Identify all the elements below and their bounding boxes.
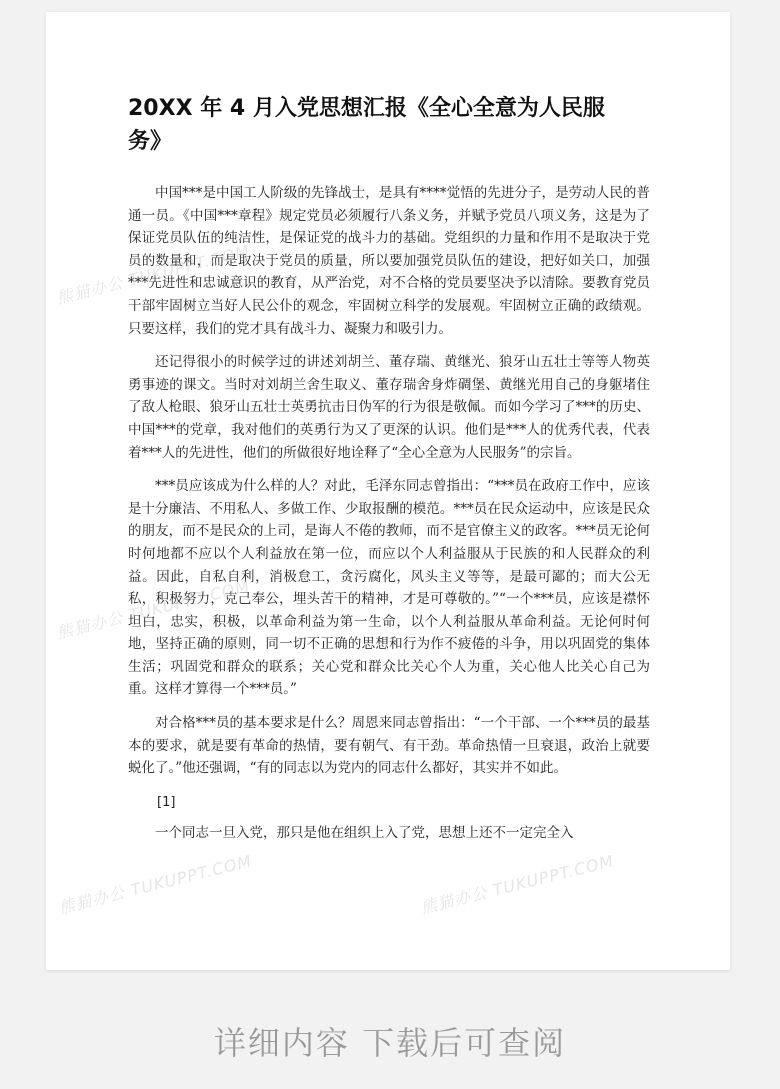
document-title: 20XX 年 4 月入党思想汇报《全心全意为人民服务》 [128,96,605,154]
watermark: 熊猫办公 TUKUPPT.COM [54,576,252,643]
paragraph-5-truncated: 一个同志一旦入党，那只是他在组织上入了党，思想上还不一定完全入 [155,824,574,841]
document-page [46,12,730,970]
paragraph-4: 对合格***员的基本要求是什么？周恩来同志曾指出：“一个干部、一个***员的最基本的要求，就是要有革命的热情，要有朝气、有干劲。革命热情一旦衰退，政治上就要蜕化了。”他还强调，“有的同志以为党内的同志什么都好，其实并不如此。 [128,715,650,777]
reference-marker: [1] [157,794,176,810]
watermark: 熊猫办公 TUKUPPT.COM [418,851,616,918]
download-prompt[interactable]: 详细内容 下载后可查阅 [213,1024,567,1062]
watermark: 熊猫办公 TUKUPPT.COM [54,241,252,308]
paragraph-2: 还记得很小的时候学过的讲述刘胡兰、董存瑞、黄继光、狼牙山五壮士等等人物英勇事迹的课文。当时对刘胡兰舍生取义、董存瑞舍身炸碉堡、黄继光用自己的身躯堵住了敌人枪眼、狼牙山五壮士英勇抗击日伪军的行为很是敬佩。而如今学习了***的历史、中国***的党章，我对他们的英勇行为又了更深的认识。他们是***人的优秀代表，代表着***人的先进性，他们的所做很好地诠释了“全心全意为人民服务”的宗旨。 [128,354,650,461]
paragraph-1: 中国***是中国工人阶级的先锋战士，是具有****觉悟的先进分子，是劳动人民的普通一员。《中国***章程》规定党员必须履行八条义务，并赋予党员八项义务，这是为了保证党员队伍的纯洁性，是保证党的战斗力的基础。党组织的力量和作用不是取决于党员的数量和，而是取决于党员的质量，所以要加强党员队伍的建设，把好如关口，加强***先进性和忠诚意识的教育，从严治党，对不合格的党员要坚决予以清除。要教育党员干部牢固树立当好人民公仆的观念，牢固树立科学的发展观。牢固树立正确的政绩观。只要这样，我们的党才具有战斗力、凝聚力和吸引力。 [128,185,650,337]
watermark: 熊猫办公 TUKUPPT.COM [56,851,254,918]
document-body [128,182,650,855]
paragraph-3: ***员应该成为什么样的人？对此，毛泽东同志曾指出：“***员在政府工作中，应该是十分廉洁、不用私人、多做工作、少取报酬的模范。***员在民众运动中，应该是民众的朋友，而不是民众的上司，是诲人不倦的教师，而不是官僚主义的政客。***员无论何时何地都不应以个人利益放在第一位，而应以个人利益服从于民族的和人民群众的利益。因此，自私自利，消极怠工，贪污腐化，风头主义等等，是最可鄙的；而大公无私，积极努力，克己奉公，埋头苦干的精神，才是可尊敬的。”“一个***员，应该是襟怀坦白，忠实，积极，以革命利益为第一生命，以个人利益服从革命利益。无论何时何地，坚持正确的原则，同一切不正确的思想和行为作不疲倦的斗争，用以巩固党的集体生活；巩固党和群众的联系；关心党和群众比关心个人为重，关心他人比关心自己为重。这样才算得一个***员。” [128,478,650,698]
